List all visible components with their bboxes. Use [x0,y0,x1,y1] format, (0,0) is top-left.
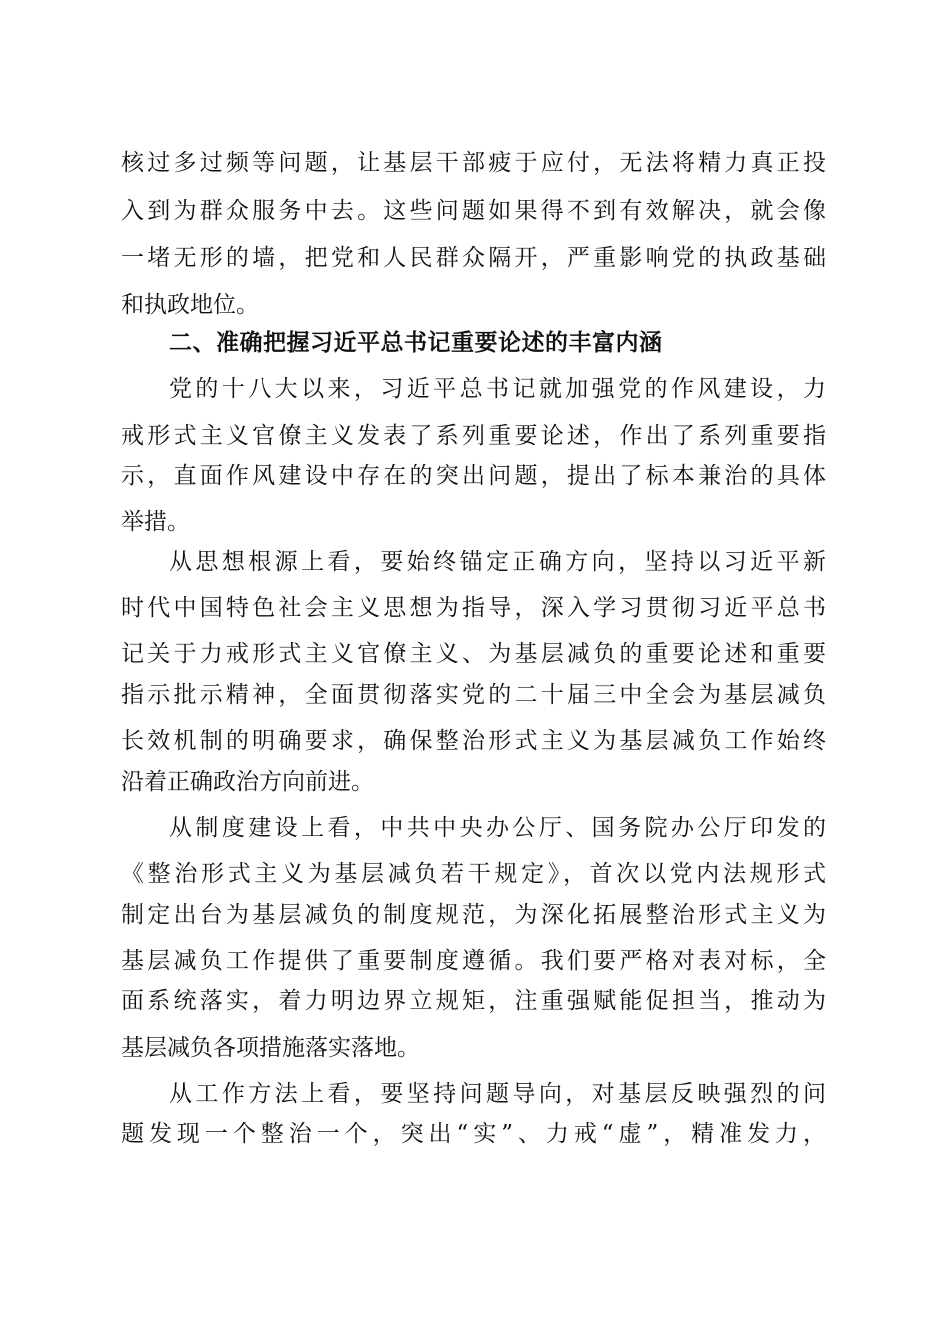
paragraph-2-line-3: 示，直面作风建设中存在的突出问题，提出了标本兼治的具体 [121,463,826,489]
paragraph-3-line-5: 长效机制的明确要求，确保整治形式主义为基层减负工作始终 [121,728,826,754]
paragraph-4-line-4: 基层减负工作提供了重要制度遵循。我们要严格对表对标，全 [121,948,826,974]
paragraph-3-line-1: 从思想根源上看，要始终锚定正确方向，坚持以习近平新 [169,549,826,575]
paragraph-4-line-5: 面系统落实，着力明边界立规矩，注重强赋能促担当，推动为 [121,988,826,1014]
section-heading-2: 二、准确把握习近平总书记重要论述的丰富内涵 [169,330,663,356]
paragraph-1-line-3: 一堵无形的墙，把党和人民群众隔开，严重影响党的执政基础 [121,245,826,271]
paragraph-2-line-4: 举措。 [121,509,190,535]
paragraph-2-line-2: 戒形式主义官僚主义发表了系列重要论述，作出了系列重要指 [121,423,826,449]
paragraph-4-line-1: 从制度建设上看，中共中央办公厅、国务院办公厅印发的 [169,815,826,841]
paragraph-3-line-4: 指示批示精神，全面贯彻落实党的二十届三中全会为基层减负 [121,682,826,708]
paragraph-1-line-4: 和执政地位。 [121,292,259,318]
paragraph-3-line-6: 沿着正确政治方向前进。 [121,769,374,795]
paragraph-1-line-1: 核过多过频等问题，让基层干部疲于应付，无法将精力真正投 [121,150,826,176]
paragraph-4-line-3: 制定出台为基层减负的制度规范，为深化拓展整治形式主义为 [121,902,826,928]
paragraph-4-line-2: 《整治形式主义为基层减负若干规定》，首次以党内法规形式 [121,861,826,887]
paragraph-4-line-6: 基层减负各项措施落实落地。 [121,1035,420,1061]
paragraph-5-line-2: 题发现一个整治一个，突出“实”、力戒“虚”，精准发力， [121,1121,826,1147]
paragraph-3-line-3: 记关于力戒形式主义官僚主义、为基层减负的重要论述和重要 [121,641,826,667]
paragraph-1-line-2: 入到为群众服务中去。这些问题如果得不到有效解决，就会像 [121,198,826,224]
paragraph-5-line-1: 从工作方法上看，要坚持问题导向，对基层反映强烈的问 [169,1081,826,1107]
paragraph-2-line-1: 党的十八大以来，习近平总书记就加强党的作风建设，力 [169,376,826,402]
paragraph-3-line-2: 时代中国特色社会主义思想为指导，深入学习贯彻习近平总书 [121,595,826,621]
